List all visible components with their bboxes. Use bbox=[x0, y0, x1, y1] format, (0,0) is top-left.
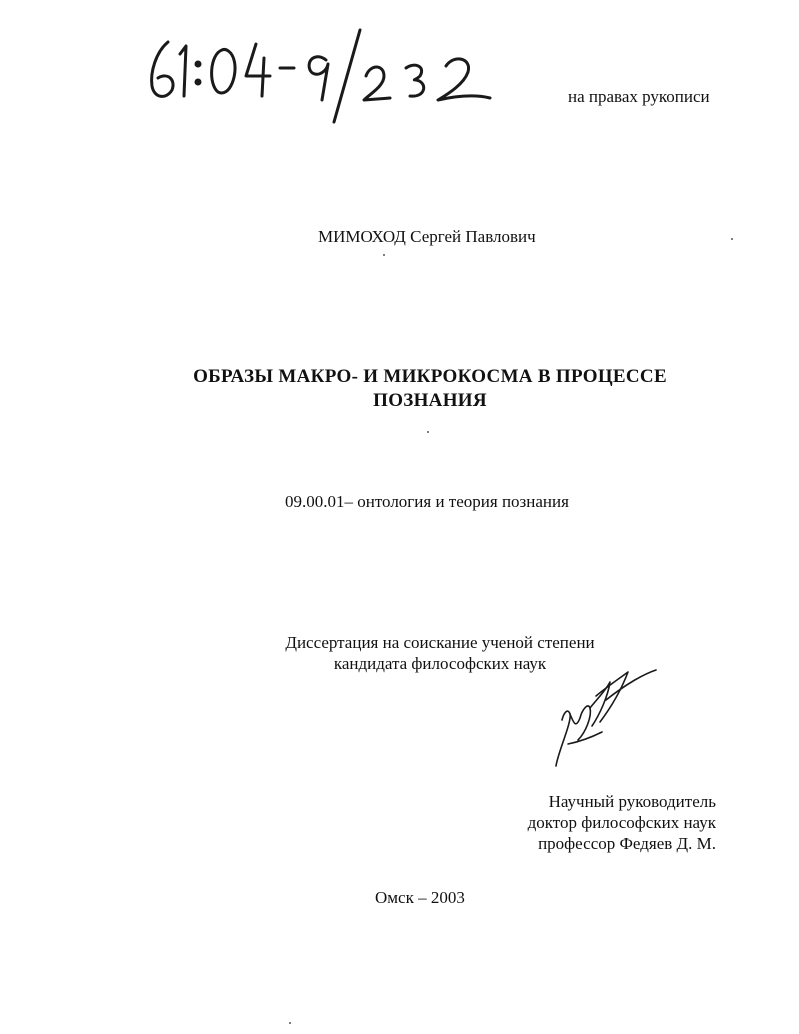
scan-speck bbox=[383, 254, 385, 256]
supervisor-line-1: Научный руководитель bbox=[548, 792, 716, 811]
manuscript-note: на правах рукописи bbox=[568, 87, 710, 106]
specialty-code: 09.00.01– онтология и теория познания bbox=[285, 492, 569, 511]
author-name: МИМОХОД Сергей Павлович bbox=[318, 227, 536, 246]
signature bbox=[548, 662, 663, 772]
dissertation-title bbox=[150, 365, 710, 413]
degree-line-1: Диссертация на соискание ученой степени bbox=[285, 633, 595, 652]
degree-line-2: кандидата философских наук bbox=[333, 654, 547, 673]
scan-speck bbox=[289, 1022, 291, 1024]
title-line-2: ПОЗНАНИЯ bbox=[373, 390, 487, 411]
handwritten-archive-code bbox=[138, 24, 518, 124]
scan-speck bbox=[731, 238, 733, 240]
place-and-year: Омск – 2003 bbox=[375, 888, 465, 907]
supervisor-line-3: профессор Федяев Д. М. bbox=[538, 834, 716, 853]
supervisor-block bbox=[470, 791, 716, 854]
supervisor-line-2: доктор философских наук bbox=[527, 813, 716, 832]
scan-speck bbox=[427, 431, 429, 433]
title-line-1: ОБРАЗЫ МАКРО- И МИКРОКОСМА В ПРОЦЕССЕ bbox=[193, 366, 667, 387]
